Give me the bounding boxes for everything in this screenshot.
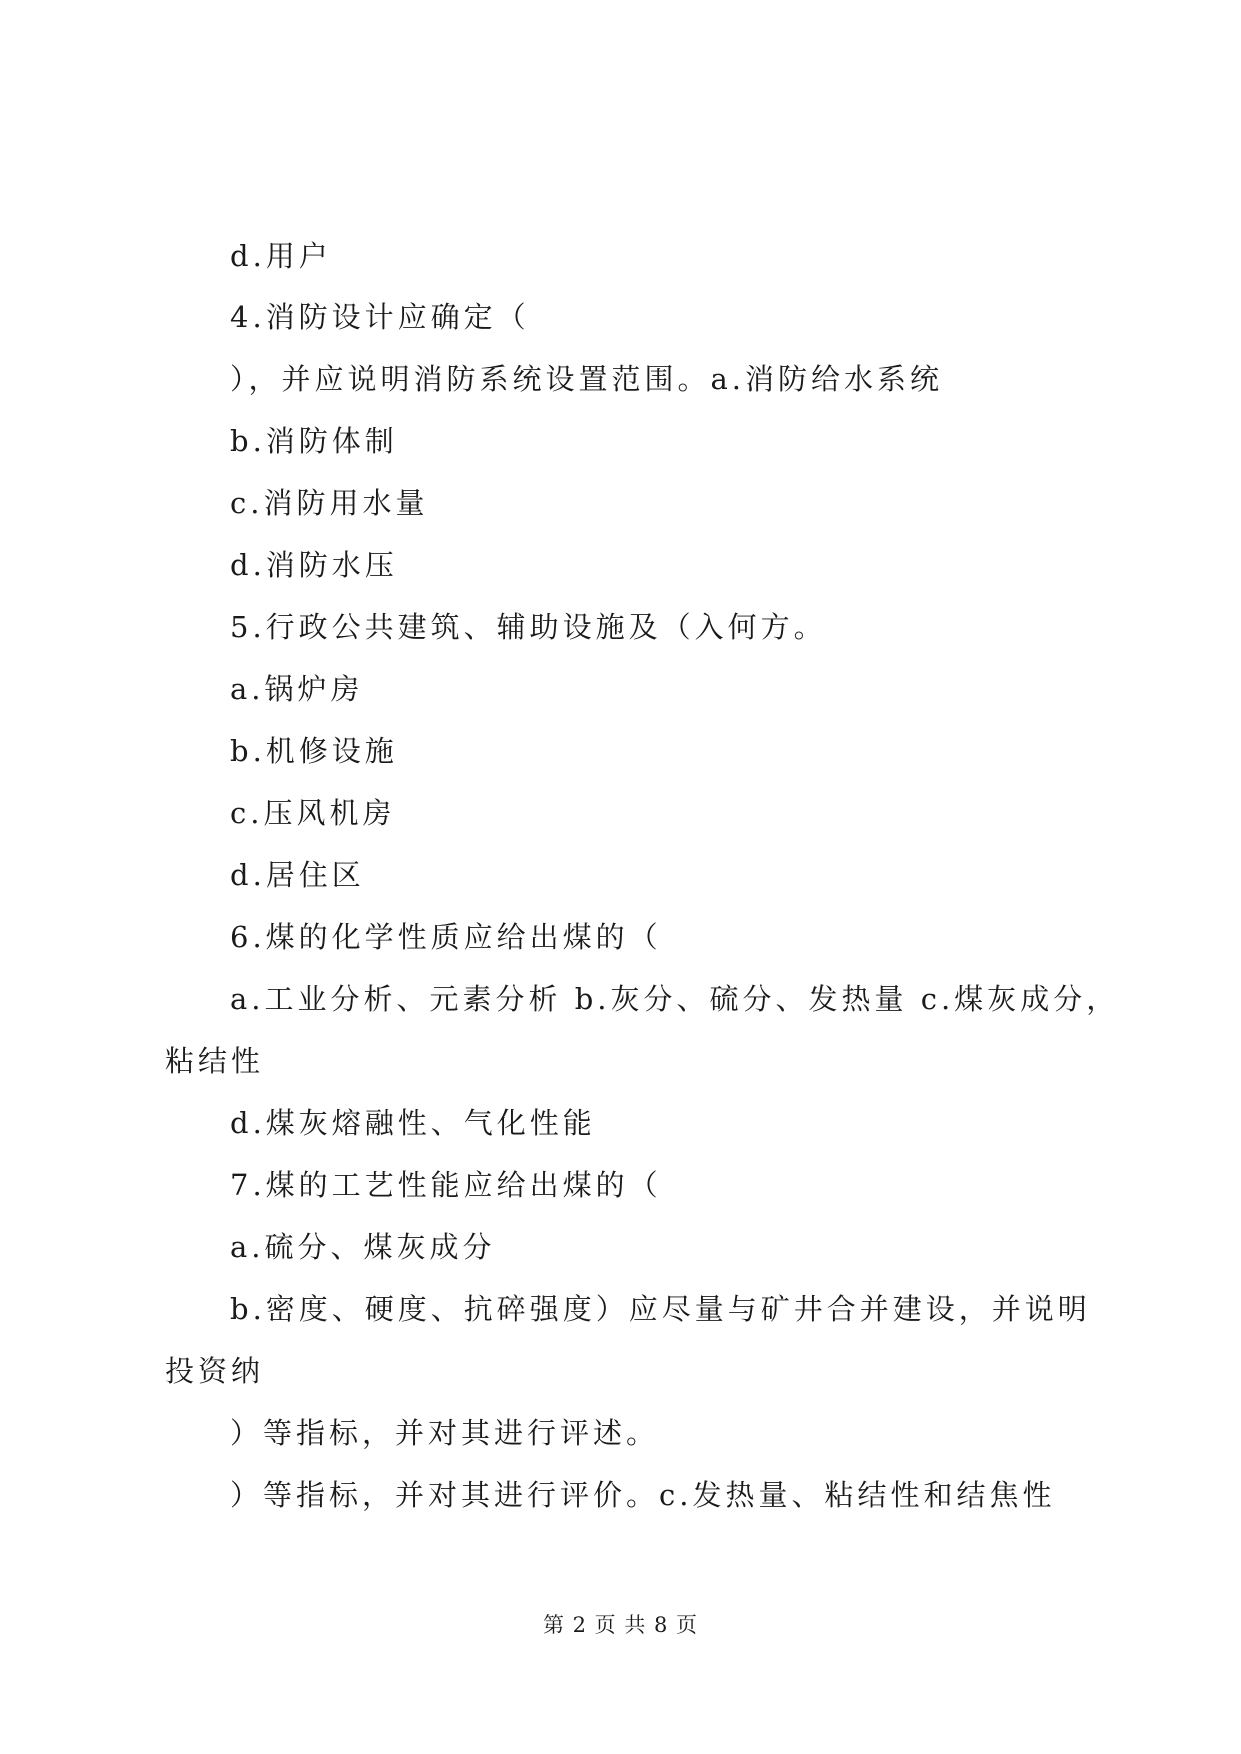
text-line: a.锅炉房 — [230, 672, 364, 706]
text-line: d.居住区 — [230, 858, 365, 892]
text-line: 粘结性 — [165, 1044, 265, 1078]
text-line: 投资纳 — [165, 1354, 265, 1388]
text-line: a.工业分析、元素分析 b.灰分、硫分、发热量 c.煤灰成分， — [230, 982, 1120, 1016]
text-line: ）等指标，并对其进行评述。 — [230, 1416, 660, 1450]
text-line: 7.煤的工艺性能应给出煤的（ — [230, 1168, 662, 1202]
text-line: 5.行政公共建筑、辅助设施及（入何方。 — [230, 610, 827, 644]
text-line: c.压风机房 — [230, 796, 396, 830]
text-line: ）等指标，并对其进行评价。c.发热量、粘结性和结焦性 — [230, 1478, 1056, 1512]
text-line: 4.消防设计应确定（ — [230, 300, 530, 334]
text-line: d.煤灰熔融性、气化性能 — [230, 1106, 596, 1140]
text-line: d.消防水压 — [230, 548, 398, 582]
text-line: b.机修设施 — [230, 734, 398, 768]
text-line: b.消防体制 — [230, 424, 398, 458]
text-line: d.用户 — [230, 239, 332, 273]
text-line: 6.煤的化学性质应给出煤的（ — [230, 920, 662, 954]
text-line: a.硫分、煤灰成分 — [230, 1230, 496, 1264]
text-line: b.密度、硬度、抗碎强度）应尽量与矿井合并建设，并说明 — [230, 1292, 1091, 1326]
text-line: c.消防用水量 — [230, 486, 429, 520]
text-line: ），并应说明消防系统设置范围。a.消防给水系统 — [230, 362, 944, 396]
page-number-footer: 第 2 页 共 8 页 — [542, 1613, 699, 1637]
